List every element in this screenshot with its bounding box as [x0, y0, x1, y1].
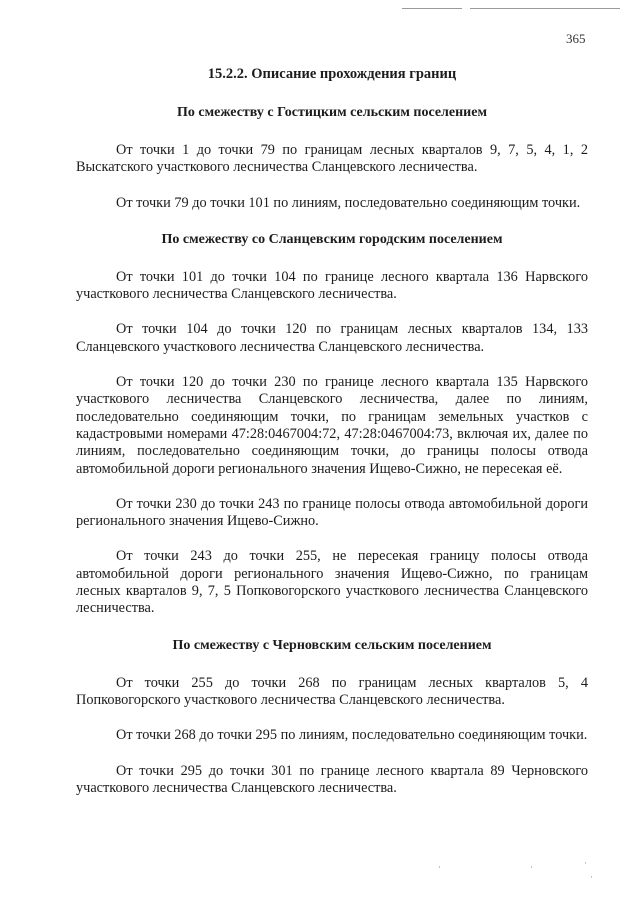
paragraph: От точки 295 до точки 301 по границе лесного квартала 89 Черновского участкового лесничества Сланцевского лесничества.: [76, 762, 588, 796]
paragraph: От точки 104 до точки 120 по границам лесных кварталов 134, 133 Сланцевского участкового лесничества Сланцевского лесничества.: [76, 321, 588, 355]
section-title: 15.2.2. Описание прохождения границ: [207, 66, 457, 82]
paragraph: От точки 230 до точки 243 по границе полосы отвода автомобильной дороги регионального значения Ищево-Сижно.: [76, 495, 588, 530]
paragraph: От точки 101 до точки 104 по границе лесного квартала 136 Нарвского участкового лесничества Сланцевского лесничества.: [76, 268, 588, 303]
scan-speck: ·: [438, 862, 441, 872]
scan-speck: ·: [530, 862, 533, 872]
subsection-heading: По смежеству с Черновским сельским поселением: [172, 637, 492, 653]
scan-speck: ·: [584, 858, 587, 868]
scan-artifact-line: [470, 8, 620, 9]
paragraph: От точки 79 до точки 101 по линиям, последовательно соединяющим точки.: [116, 194, 581, 211]
scan-speck: ·: [590, 872, 593, 882]
document-body: [76, 64, 588, 797]
subsection-heading: По смежеству со Сланцевским городским поселением: [161, 231, 503, 247]
scan-artifact-line: [402, 8, 462, 9]
paragraph: От точки 120 до точки 230 по границе лесного квартала 135 Нарвского участкового лесничества Сланцевского лесничества, далее по линиям, последовательно соединяющим точки, по границам земельных участков с кадастровыми номерами 47:28:0467004:72, 47:28:0467004:73, включая их, далее по линиям, последовательно соединяющим точки, до границы полосы отвода автомобильной дороги регионального значения Ищево-Сижно, не пересекая её.: [76, 374, 588, 477]
page-number: 365: [566, 31, 586, 46]
paragraph: От точки 1 до точки 79 по границам лесных кварталов 9, 7, 5, 4, 1, 2 Выскатского участкового лесничества Сланцевского лесничества.: [76, 142, 588, 176]
paragraph: От точки 268 до точки 295 по линиям, последовательно соединяющим точки.: [116, 727, 588, 744]
paragraph: От точки 255 до точки 268 по границам лесных кварталов 5, 4 Попковогорского участкового лесничества Сланцевского лесничества.: [76, 674, 588, 708]
subsection-heading: По смежеству с Гостицким сельским поселением: [176, 105, 488, 120]
paragraph: От точки 243 до точки 255, не пересекая границу полосы отвода автомобильной дороги регионального значения Ищево-Сижно, по границам лесных кварталов 9, 7, 5 Попковогорского участкового лесничества Сланцевского лесничества.: [76, 548, 588, 617]
